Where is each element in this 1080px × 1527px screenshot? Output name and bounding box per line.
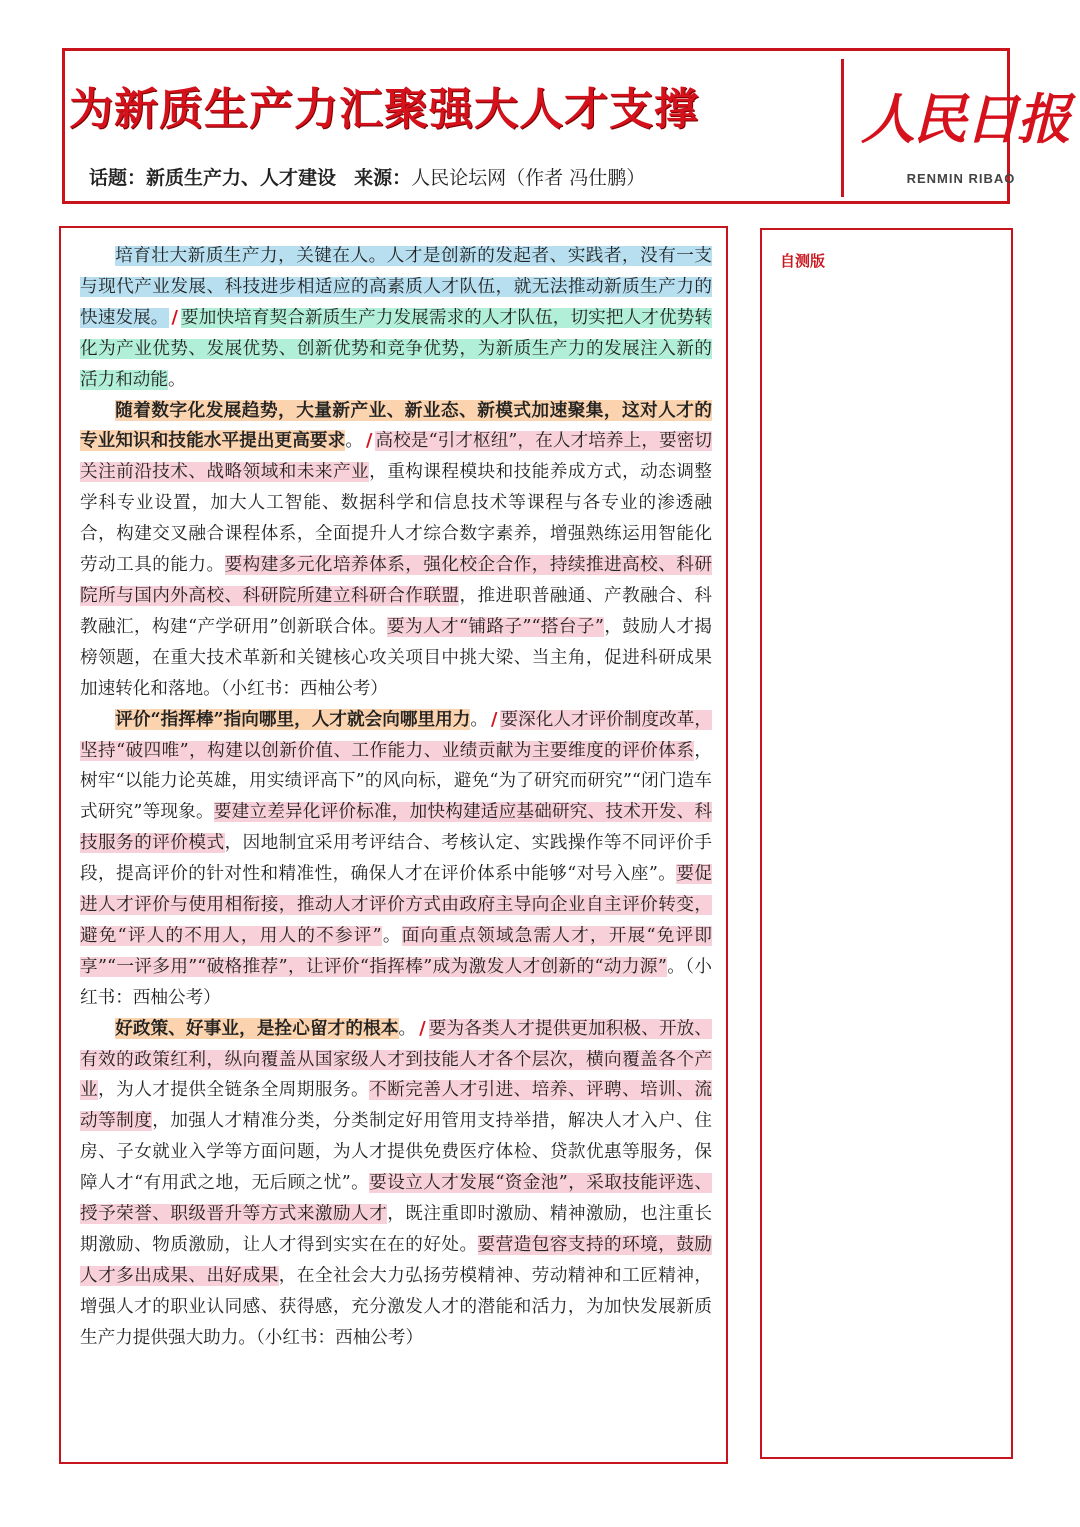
slash-mark: /: [366, 431, 373, 452]
highlight-pink: 不断完善人才引进、培养、评聘、培训、流动等制度: [80, 1080, 712, 1132]
highlight-blue: 培育壮大新质生产力，关键在人。人才是创新的发起者、实践者，没有一支与现代产业发展、科技进步相适应的高素质人才队伍，就无法推动新质生产力的快速发展。: [80, 246, 712, 328]
text: ，既注重即时激励、精神激励，也注重长期激励、物质激励，让人才得到实实在在的好处。: [80, 1204, 712, 1255]
text: ，推进职普融通、产教融合、科教融汇，构建“产学研用”创新联合体。: [80, 585, 712, 637]
highlight-pink: 要为人才“铺路子”“搭台子”: [387, 616, 604, 637]
page-title: 为新质生产力汇聚强大人才支撑: [69, 84, 699, 135]
article-body: [80, 241, 712, 1354]
paragraph-3: [80, 705, 712, 1014]
paragraph-2: [80, 396, 712, 705]
text: ，鼓励人才揭榜领题，在重大技术革新和关键核心攻关项目中挑大梁、当主角，促进科研成果加速转化和落地。（小红书：西柚公考）: [80, 616, 712, 699]
text: 。: [398, 1018, 417, 1039]
highlight-pink: 要营造包容支持的环境，鼓励人才多出成果、出好成果: [80, 1235, 712, 1286]
highlight-pink: 要建立差异化评价标准，加快构建适应基础研究、技术开发、科技服务的评价模式: [80, 802, 712, 854]
self-test-panel: [760, 228, 1013, 1459]
slash-mark: /: [171, 307, 178, 328]
highlight-pink: 要为各类人才提供更加积极、开放、有效的政策红利，纵向覆盖从国家级人才到技能人才各个层次，横向覆盖各个产业: [80, 1018, 712, 1101]
source-value: 人民论坛网（作者 冯仕鹏）: [411, 167, 646, 189]
source-label: 来源：: [354, 167, 412, 189]
highlight-pink: 要设立人才发展“资金池”，采取技能评选、授予荣誉、职级晋升等方式来激励人才: [80, 1173, 712, 1225]
text: ，加强人才精准分类，分类制定好用管用支持举措，解决人才入户、住房、子女就业入学等方面问题，为人才提供免费医疗体检、贷款优惠等服务，保障人才“有用武之地，无后顾之忧”。: [80, 1111, 712, 1194]
text: ，重构课程模块和技能养成方式，动态调整学科专业设置，加大人工智能、数据科学和信息技术等课程与各专业的渗透融合，构建交叉融合课程体系，全面提升人才综合数字素养，增强熟练运用智能化劳动工具的能力。: [80, 462, 712, 576]
paragraph-1: [80, 241, 712, 396]
slash-mark: /: [491, 709, 498, 730]
text: ，树牢“以能力论英雄，用实绩评高下”的风向标，避免“为了研究而研究”“闭门造车式研究”等现象。: [80, 740, 712, 823]
highlight-pink: 要促进人才评价与使用相衔接，推动人才评价方式由政府主导向企业自主评价转变，避免“评人的不用人，用人的不参评”: [80, 864, 712, 946]
logo-english: RENMIN RIBAO: [906, 171, 1016, 186]
meta-line: [89, 163, 645, 190]
text: ，为人才提供全链条全周期服务。: [98, 1080, 370, 1101]
topic-label: 话题：: [89, 167, 147, 189]
newspaper-logo: [861, 71, 1069, 191]
paragraph-4: [80, 1014, 712, 1354]
text: ，因地制宜采用考评结合、考核认定、实践操作等不同评价手段，提高评价的针对性和精准性，确保人才在评价体系中能够“对号入座”。: [80, 833, 712, 885]
highlight-orange: 随着数字化发展趋势，大量新产业、新业态、新模式加速聚集，这对人才的专业知识和技能水平提出更高要求: [80, 399, 712, 452]
highlight-orange: 好政策、好事业，是拴心留才的根本: [115, 1017, 399, 1039]
highlight-pink: 高校是“引才枢纽”，在人才培养上，要密切关注前沿技术、战略领域和未来产业: [80, 431, 712, 483]
text: 。（小红书：西柚公考）: [80, 956, 713, 1008]
highlight-pink: 要构建多元化培养体系，强化校企合作，持续推进高校、科研院所与国内外高校、科研院所建立科研合作联盟: [80, 555, 712, 606]
highlight-pink: 要深化人才评价制度改革，坚持“破四唯”，构建以创新价值、工作能力、业绩贡献为主要维度的评价体系: [80, 709, 712, 761]
text: 。: [167, 369, 186, 390]
text: 。: [470, 709, 489, 730]
text: 。: [381, 925, 402, 946]
logo-chinese: 人民日报: [861, 87, 1069, 151]
highlight-pink: 面向重点领域急需人才，开展“免评即享”“一评多用”“破格推荐”，让评价“指挥棒”成为激发人才创新的“动力源”: [80, 925, 712, 977]
text: ，在全社会大力弘扬劳模精神、劳动精神和工匠精神，增强人才的职业认同感、获得感，充分激发人才的潜能和活力，为加快发展新质生产力提供强大助力。（小红书：西柚公考）: [80, 1265, 712, 1348]
topic-value: 新质生产力、人才建设: [146, 167, 337, 189]
header-box: [62, 48, 1069, 204]
highlight-orange: 评价“指挥棒”指向哪里，人才就会向哪里用力: [115, 708, 471, 730]
text: 。: [345, 431, 363, 452]
highlight-teal: 要加快培育契合新质生产力发展需求的人才队伍，切实把人才优势转化为产业优势、发展优势、创新优势和竞争优势，为新质生产力的发展注入新的活力和动能: [80, 307, 712, 390]
self-test-label: 自测版: [780, 252, 826, 270]
header-divider: [841, 59, 844, 197]
slash-mark: /: [419, 1018, 426, 1039]
